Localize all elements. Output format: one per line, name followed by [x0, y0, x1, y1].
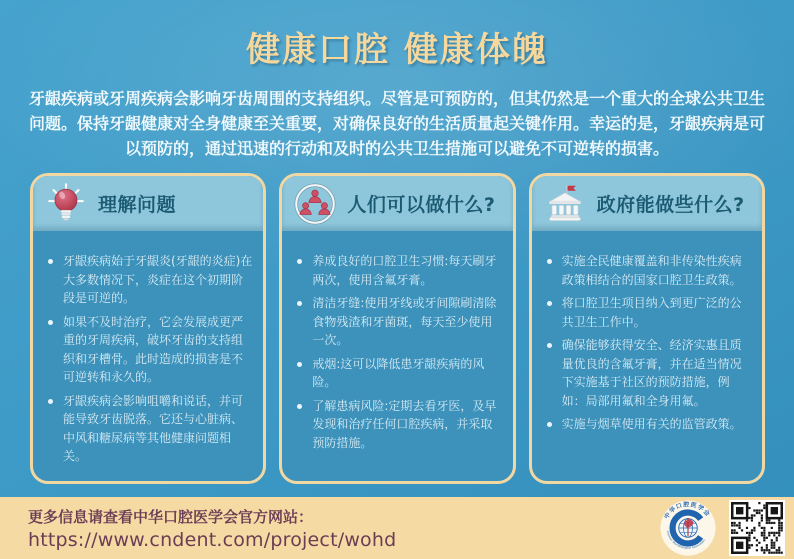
footer	[0, 497, 794, 559]
bullet-item: 戒烟:这可以降低患牙龈疾病的风险。	[295, 355, 502, 392]
footer-info-label: 更多信息请查看中华口腔医学会官方网站：	[28, 507, 314, 526]
bullet-item: 实施全民健康覆盖和非传染性疾病政策相结合的国家口腔卫生政策。	[545, 252, 752, 289]
card-what-government-can-do-header	[532, 176, 762, 231]
footer-text	[28, 506, 659, 551]
bullet-item: 牙龈疾病会影响咀嚼和说话，并可能导致牙齿脱落。它还与心脏病、中风和糖尿病等其他健康问题相关。	[46, 392, 253, 466]
bullet-item: 确保能够获得安全、经济实惠且质量优良的含氟牙膏，并在适当情况下实施基于社区的预防措施，例如：局部用氟和全身用氟。	[545, 336, 752, 410]
card-understand-problem-header	[33, 176, 263, 231]
bullet-list	[545, 252, 752, 434]
bullet-item: 牙龈疾病始于牙龈炎(牙龈的炎症)在大多数情况下，炎症在这个初期阶段是可逆的。	[46, 252, 253, 308]
card-what-people-can-do-body	[282, 231, 512, 481]
bullet-item: 清洁牙缝:使用牙线或牙间隙刷清除食物残渣和牙菌斑，每天至少使用一次。	[295, 294, 502, 350]
bullet-item: 养成良好的口腔卫生习惯:每天刷牙两次，使用含氟牙膏。	[295, 252, 502, 289]
qr-code	[729, 500, 785, 556]
people-group-icon	[292, 181, 338, 227]
card-understand-problem-body	[33, 231, 263, 481]
bullet-item: 了解患病风险:定期去看牙医，及早发现和治疗任何口腔疾病，并采取预防措施。	[295, 397, 502, 453]
page-title: 健康口腔 健康体魄	[246, 30, 548, 70]
card-what-government-can-do	[529, 173, 765, 484]
footer-url-link[interactable]: https://www.cndent.com/project/wohd	[28, 528, 397, 551]
intro-paragraph: 牙龈疾病或牙周疾病会影响牙齿周围的支持组织。尽管是可预防的，但其仍然是一个重大的全球公共卫生问题。保持牙龈健康对全身健康至关重要，对确保良好的生活质量起关键作用。幸运的是，牙龈疾病是可以预防的，通过迅速的行动和及时的公共卫生措施可以避免不可逆转的损害。	[28, 89, 765, 158]
government-building-icon	[542, 181, 588, 227]
footer-logos	[659, 499, 785, 557]
card-what-government-can-do-body	[532, 231, 762, 481]
bullet-item: 如果不及时治疗，它会发展成更严重的牙周疾病，破坏牙齿的支持组织和牙槽骨。此时造成的损害是不可逆转和永久的。	[46, 313, 253, 387]
card-title-understand-problem: 理解问题	[98, 194, 177, 216]
card-what-people-can-do	[279, 173, 515, 484]
card-title-what-government-can-do: 政府能做些什么?	[596, 194, 745, 216]
svg-text:中华口腔医学会: 中华口腔医学会	[663, 501, 712, 521]
lightbulb-icon	[43, 181, 89, 227]
svg-text:Chinese Stomatological Associa: Chinese Stomatological Association	[665, 530, 707, 550]
bullet-list	[295, 252, 502, 452]
bullet-list	[46, 252, 253, 466]
stomatological-association-logo	[659, 499, 717, 557]
bullet-item: 将口腔卫生项目纳入到更广泛的公共卫生工作中。	[545, 294, 752, 331]
card-what-people-can-do-header	[282, 176, 512, 231]
card-title-what-people-can-do: 人们可以做什么?	[347, 194, 496, 216]
cards-row	[30, 173, 765, 484]
card-understand-problem	[30, 173, 266, 484]
bullet-item: 实施与烟草使用有关的监管政策。	[545, 415, 752, 434]
